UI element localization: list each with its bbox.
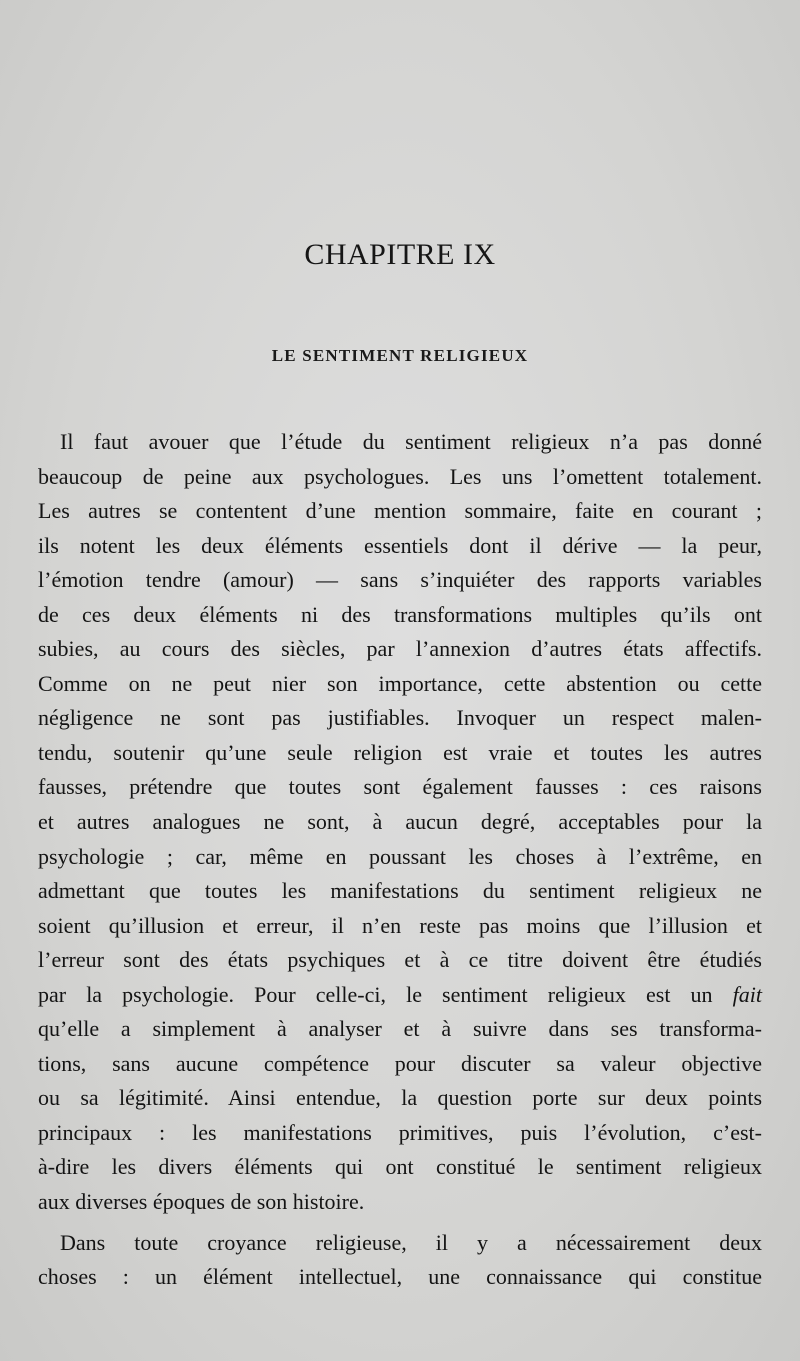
text-line: l’erreur sont des états psychiques et à ce titre doivent être étudiés [38,947,762,973]
text-line: à-dire les divers éléments qui ont constitué le sentiment religieux [38,1154,762,1180]
text-line: fausses, prétendre que toutes sont également fausses : ces raisons [38,774,762,800]
chapter-title: CHAPITRE IX [304,238,496,271]
text-line: tions, sans aucune compétence pour discuter sa valeur objective [38,1050,762,1076]
text-line: psychologie ; car, même en poussant les choses à l’extrême, en [38,843,762,869]
text-line: beaucoup de peine aux psychologues. Les uns l’omettent totalement. [38,463,762,489]
text-line: soient qu’illusion et erreur, il n’en reste pas moins que l’illusion et [38,912,762,938]
text-line: admettant que toutes les manifestations du sentiment religieux ne [38,878,762,904]
text-line: qu’elle a simplement à analyser et à suivre dans ses transforma- [38,1016,762,1042]
text-line: Comme on ne peut nier son importance, cette abstention ou cette [38,670,762,696]
text-line: négligence ne sont pas justifiables. Invoquer un respect malen- [38,705,762,731]
italic-word: fait [732,981,762,1007]
body-text [38,425,762,1295]
text-line: de ces deux éléments ni des transformations multiples qu’ils ont [38,601,762,627]
text-line: tendu, soutenir qu’une seule religion est vraie et toutes les autres [38,739,762,765]
text-run: par la psychologie. Pour celle-ci, le sentiment religieux est un [38,981,713,1007]
text-line-with-italic [38,978,762,1013]
section-title: LE SENTIMENT RELIGIEUX [271,346,529,365]
text-line: principaux : les manifestations primitives, puis l’évolution, c’est- [38,1119,762,1145]
text-line: subies, au cours des siècles, par l’annexion d’autres états affectifs. [38,636,762,662]
text-line: l’émotion tendre (amour) — sans s’inquiéter des rapports variables [38,567,762,593]
text-line: ou sa légitimité. Ainsi entendue, la question porte sur deux points [38,1085,762,1111]
text-line: et autres analogues ne sont, à aucun degré, acceptables pour la [38,809,762,835]
text-line: Dans toute croyance religieuse, il y a nécessairement deux [60,1229,762,1255]
text-line: choses : un élément intellectuel, une connaissance qui constitue [38,1264,762,1290]
text-line: aux diverses époques de son histoire. [38,1189,365,1215]
text-line: Il faut avouer que l’étude du sentiment religieux n’a pas donné [60,429,762,454]
text-line: Les autres se contentent d’une mention sommaire, faite en courant ; [38,498,762,524]
text-line: ils notent les deux éléments essentiels dont il dérive — la peur, [38,532,762,558]
